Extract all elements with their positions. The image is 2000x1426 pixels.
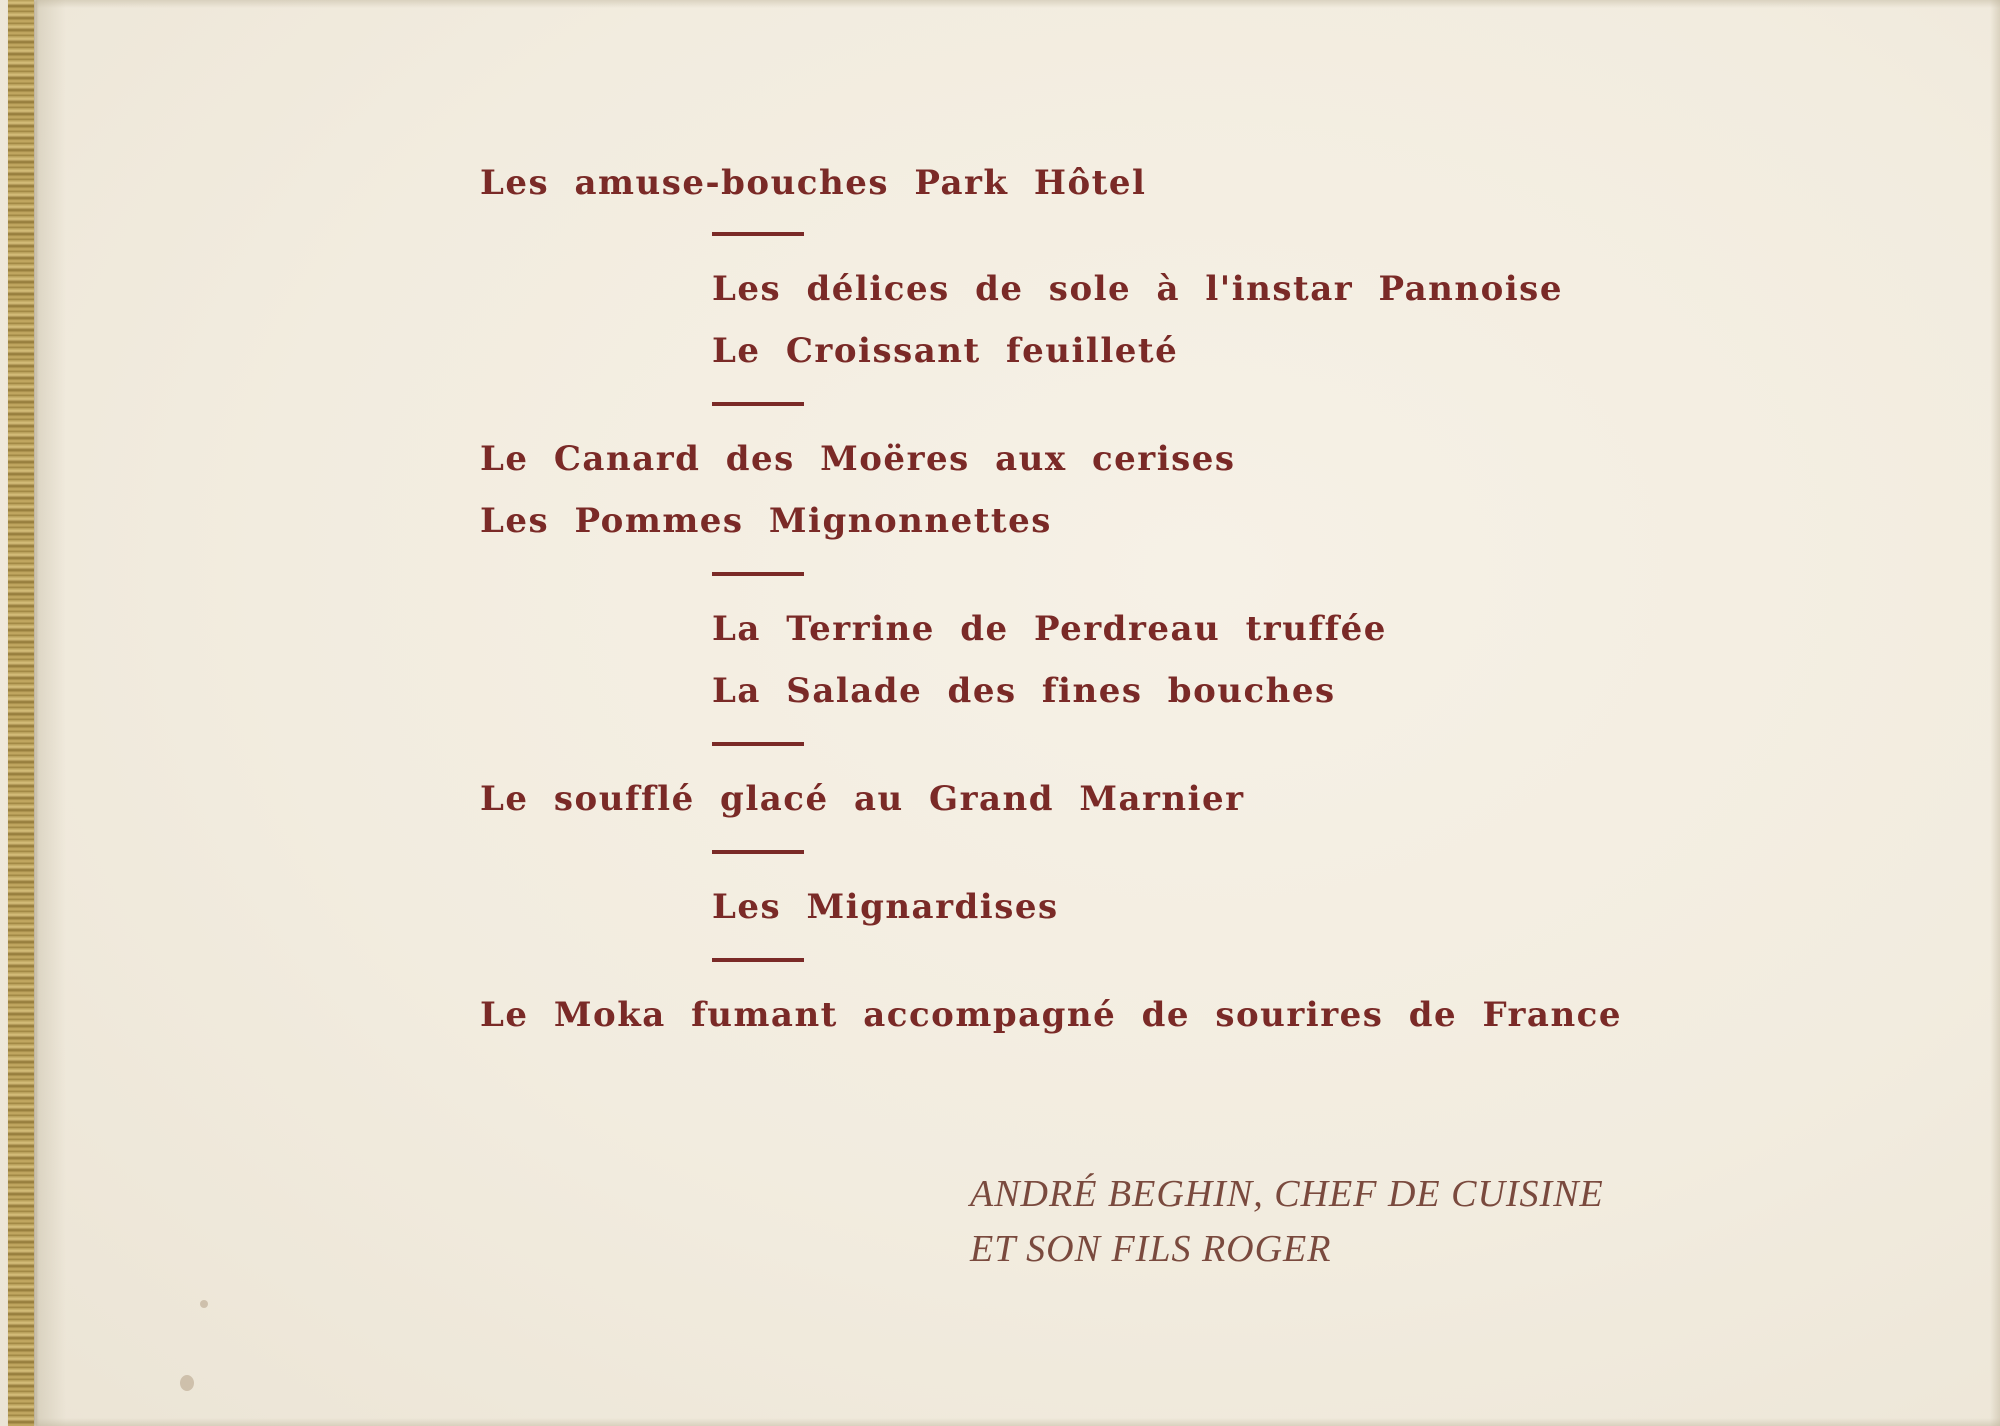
menu-item-terrine: La Terrine de Perdreau truffée (712, 609, 1387, 649)
gold-cord-binding (8, 0, 34, 1426)
card-edge-right (1990, 0, 2000, 1426)
menu-item-canard: Le Canard des Moëres aux cerises (480, 439, 1236, 479)
course-separator (712, 402, 804, 406)
signature-chef: ANDRÉ BEGHIN, CHEF DE CUISINE (970, 1173, 1604, 1215)
menu-item-delices-de-sole: Les délices de sole à l'instar Pannoise (712, 269, 1563, 309)
course-separator (712, 958, 804, 962)
menu-item-moka: Le Moka fumant accompagné de sourires de France (480, 995, 1622, 1035)
menu-item-mignardises: Les Mignardises (712, 887, 1059, 927)
paper-stain (200, 1300, 208, 1308)
card-edge-bottom (34, 1418, 2000, 1426)
menu-item-croissant: Le Croissant feuilleté (712, 331, 1179, 371)
course-separator (712, 232, 804, 236)
menu-item-pommes-mignonnettes: Les Pommes Mignonnettes (480, 501, 1052, 541)
signature-son: ET SON FILS ROGER (970, 1228, 1332, 1270)
paper-stain (180, 1375, 194, 1391)
course-separator (712, 742, 804, 746)
course-separator (712, 850, 804, 854)
card-fold-shadow (36, 0, 66, 1426)
menu-item-salade: La Salade des fines bouches (712, 671, 1336, 711)
menu-item-amuse-bouches: Les amuse-bouches Park Hôtel (480, 163, 1147, 203)
menu-item-souffle: Le soufflé glacé au Grand Marnier (480, 779, 1245, 819)
course-separator (712, 572, 804, 576)
card-edge-top (34, 0, 2000, 8)
